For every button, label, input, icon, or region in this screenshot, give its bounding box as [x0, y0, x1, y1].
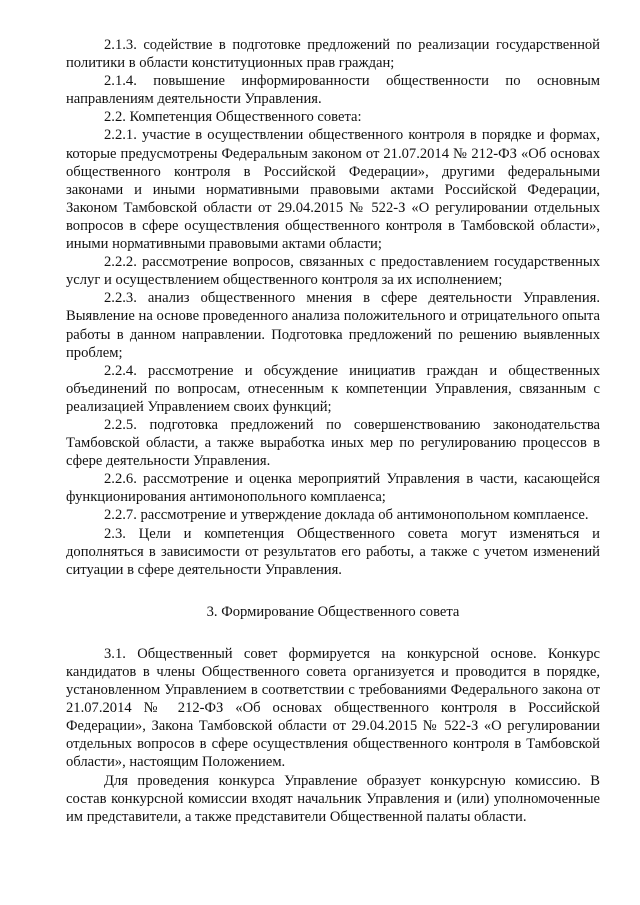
- document-page: [66, 36, 600, 826]
- section-heading: 3. Формирование Общественного совета: [206, 603, 460, 620]
- paragraph-2-2-4: 2.2.4. рассмотрение и обсуждение инициатив граждан и общественных объединений по вопросам, отнесенным к компетенции Управления, связанным с реализацией Управлением своих функций;: [66, 362, 600, 415]
- paragraph-2-2-3: 2.2.3. анализ общественного мнения в сфере деятельности Управления. Выявление на основе проведенного анализа положительного и отрицательного опыта работы в данном направлении. Подготовка предложений по решению выявленных проблем;: [66, 290, 600, 361]
- paragraph-2-2-5: 2.2.5. подготовка предложений по совершенствованию законодательства Тамбовской области, а также выработка иных мер по регулированию процессов в сфере деятельности Управления.: [66, 416, 600, 470]
- paragraph-2-3: 2.3. Цели и компетенция Общественного совета могут изменяться и дополняться в зависимости от результатов его работы, а также с учетом изменений ситуации в сфере деятельности Управления.: [66, 525, 600, 578]
- paragraph-2-2-1: 2.2.1. участие в осуществлении общественного контроля в порядке и формах, которые предусмотрены Федеральным законом от 21.07.2014 № 212-ФЗ «Об основах общественного контроля в Российской Федерации», другими федеральными законами и иными нормативными правовыми актами Российской Федерации, Законом Тамбовской области от 29.04.2015 № 522-З «О регулировании отдельных вопросов в сфере осуществления общественного контроля в Тамбовской области», иными нормативными правовыми актами области;: [66, 127, 600, 253]
- paragraph-2-1-4: 2.1.4. повышение информированности общественности по основным направлениям деятельности Управления.: [66, 73, 600, 108]
- paragraph-2-1-3: 2.1.3. содействие в подготовке предложений по реализации государственной политики в области конституционных прав граждан;: [66, 37, 600, 72]
- paragraph-3-1: 3.1. Общественный совет формируется на конкурсной основе. Конкурс кандидатов в члены Общественного совета организуется и проводится в порядке, установленном Управлением в соответствии с требованиями Федерального закона от 21.07.2014 № 212-ФЗ «Об основах общественного контроля в Российской Федерации», Закона Тамбовской области от 29.04.2015 № 522-З «О регулировании отдельных вопросов в сфере осуществления общественного контроля в Тамбовской области», настоящим Положением.: [66, 645, 600, 771]
- paragraph-2-2-7: 2.2.7. рассмотрение и утверждение доклада об антимонопольном комплаенсе.: [104, 507, 589, 524]
- paragraph-2-2: 2.2. Компетенция Общественного совета:: [104, 109, 362, 126]
- paragraph-2-2-6: 2.2.6. рассмотрение и оценка мероприятий Управления в части, касающейся функционирования антимонопольного комплаенса;: [66, 471, 600, 506]
- paragraph-competition-commission: Для проведения конкурса Управление образует конкурсную комиссию. В состав конкурсной комиссии входят начальник Управления и (или) уполномоченные им представители, а также представители Общественной палаты области.: [66, 772, 600, 825]
- paragraph-2-2-2: 2.2.2. рассмотрение вопросов, связанных с предоставлением государственных услуг и осуществлением общественного контроля за их исполнением;: [66, 254, 600, 289]
